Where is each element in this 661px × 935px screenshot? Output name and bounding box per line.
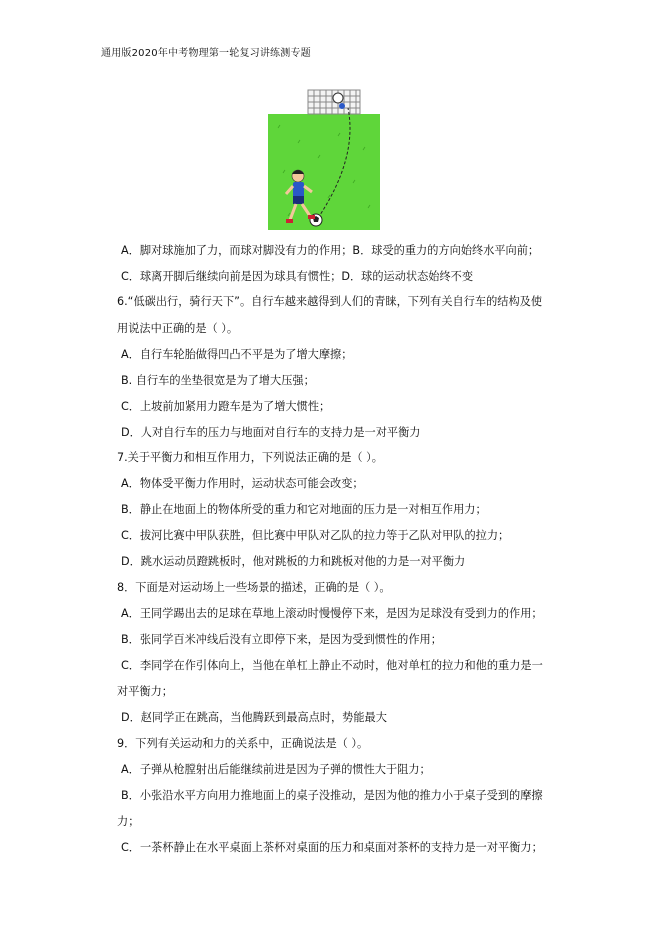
q8-option-c-line1: C．李同学在作引体向上，当他在单杠上静止不动时，他对单杠的拉力和他的重力是一 [121,659,543,672]
q8-option-c-line2: 对平衡力； [117,685,173,698]
q7-stem: 7.关于平衡力和相互作用力，下列说法正确的是（ ）。 [117,451,383,464]
q9-option-c: C．一茶杯静止在水平桌面上茶杯对桌面的压力和桌面对茶杯的支持力是一对平衡力； [121,841,543,854]
q6-option-d: D．人对自行车的压力与地面对自行车的支持力是一对平衡力 [121,426,421,439]
q9-option-b-line1: B．小张沿水平方向用力推地面上的桌子没推动，是因为他的推力小于桌子受到的摩擦 [121,789,543,802]
q7-option-b: B．静止在地面上的物体所受的重力和它对地面的压力是一对相互作用力； [121,503,487,516]
goal-icon [308,90,360,114]
q6-stem-line1: 6.“低碳出行，骑行天下”。自行车越来越得到人们的青睐，下列有关自行车的结构及使 [117,295,543,308]
q5-option-cd: C．球离开脚后继续向前是因为球具有惯性；D．球的运动状态始终不变 [121,270,474,283]
q6-option-a: A．自行车轮胎做得凹凸不平是为了增大摩擦； [121,348,353,361]
goalkeeper-icon [339,103,345,109]
q8-stem: 8．下面是对运动场上一些场景的描述，正确的是（ ）。 [117,581,391,594]
soccer-kick-figure [268,88,380,230]
q8-option-a: A．王同学踢出去的足球在草地上滚动时慢慢停下来，是因为足球没有受到力的作用； [121,607,543,620]
q8-option-d: D．赵同学正在跳高，当他腾跃到最高点时，势能最大 [121,711,387,724]
q9-stem: 9．下列有关运动和力的关系中，正确说法是（ ）。 [117,737,369,750]
q7-option-a: A．物体受平衡力作用时，运动状态可能会改变； [121,477,364,490]
q6-option-b: B. 自行车的坐垫很宽是为了增大压强； [121,374,315,387]
q7-option-d: D．跳水运动员蹬跳板时，他对跳板的力和跳板对他的力是一对平衡力 [121,555,466,568]
q9-option-a: A．子弹从枪膛射出后能继续前进是因为子弹的惯性大于阻力； [121,763,431,776]
page-header: 通用版2020年中考物理第一轮复习讲练测专题 [101,48,311,59]
q8-option-b: B．张同学百米冲线后没有立即停下来，是因为受到惯性的作用； [121,633,442,646]
goal-ball-icon [333,93,343,103]
q6-stem-line2: 用说法中正确的是（ ）。 [117,322,239,335]
q7-option-c: C．拔河比赛中甲队获胜，但比赛中甲队对乙队的拉力等于乙队对甲队的拉力； [121,529,510,542]
grass-field [268,114,380,230]
q6-option-c: C．上坡前加紧用力蹬车是为了增大惯性； [121,400,331,413]
q9-option-b-line2: 力； [117,815,140,828]
q5-option-ab: A．脚对球施加了力，而球对脚没有力的作用；B．球受的重力的方向始终水平向前； [121,244,540,257]
